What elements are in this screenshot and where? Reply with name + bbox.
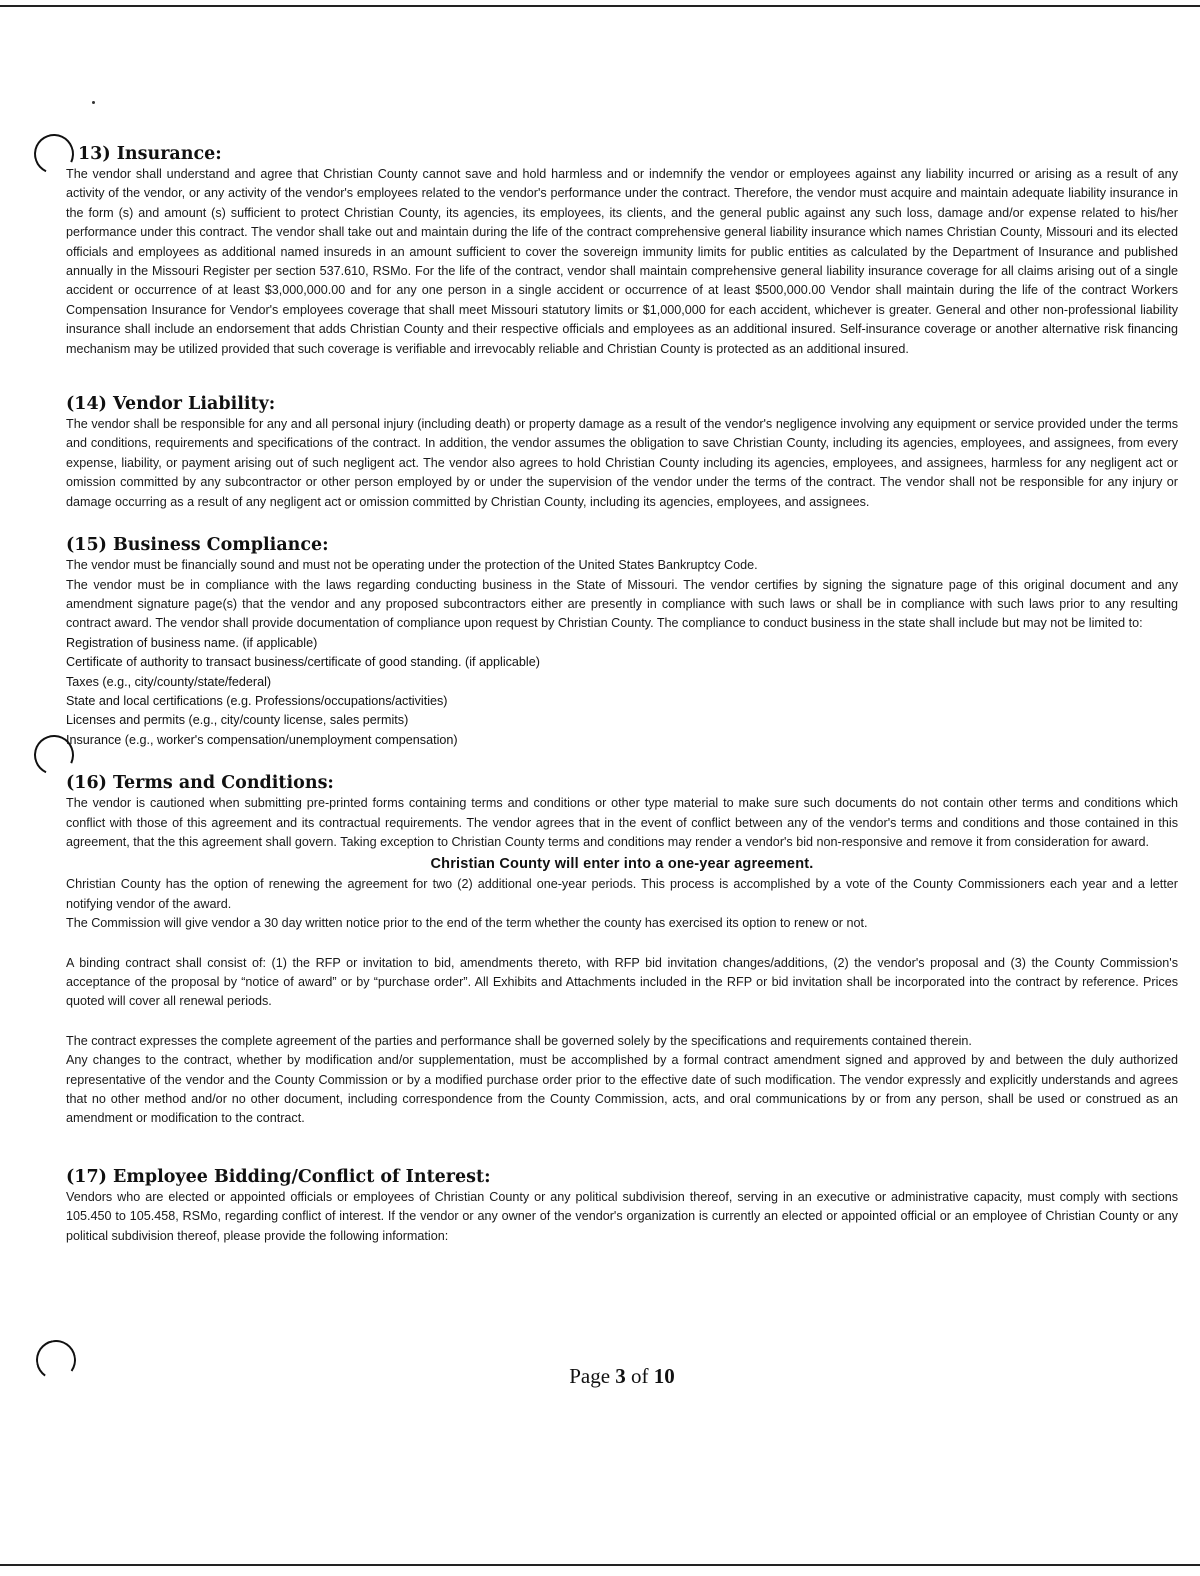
- list-item: Taxes (e.g., city/county/state/federal): [66, 674, 272, 689]
- section-paragraph: A binding contract shall consist of: (1) the RFP or invitation to bid, amendments thereto, with RFP bid invitation changes/additions, (2) the vendor's proposal and (3) the County Commission's acceptance of the proposal by “notice of award” or by “purchase order”. All Exhibits and Attachments included in the RFP or bid invitation shall be incorporated into the contract by reference. Prices quoted will cover all renewal periods.: [66, 955, 1178, 1009]
- page-total: 10: [653, 1364, 675, 1388]
- section-paragraph: The Commission will give vendor a 30 day written notice prior to the end of the term whether the county has exercised its option to renew or not.: [66, 916, 868, 931]
- section-employee-bidding: [66, 1166, 1178, 1246]
- agreement-term-statement: Christian County will enter into a one-year agreement.: [430, 856, 814, 873]
- list-item: State and local certifications (e.g. Professions/occupations/activities): [66, 693, 448, 708]
- section-business-compliance: [66, 534, 1178, 750]
- section-terms-and-conditions: [66, 772, 1178, 1129]
- section-heading: (15) Business Compliance:: [66, 535, 329, 556]
- section-paragraph: The vendor is cautioned when submitting pre-printed forms containing terms and conditions or other type material to make sure such documents do not contain other terms and conditions which conflict with those of this agreement and its contractual requirements. The vendor agrees that in the event of conflict between any of the vendor's terms and conditions and those contained in this agreement, that the this agreement shall govern. Taking exception to Christian County terms and conditions may render a vendor's bid non-responsive and remove it from consideration for award.: [66, 796, 1178, 849]
- section-paragraph: Any changes to the contract, whether by modification and/or supplementation, must be accomplished by a formal contract amendment signed and approved by and between the duly authorized representative of the vendor and the County Commission or by a modified purchase order prior to the effective date of such modification. The vendor expressly and explicitly understands and agrees that no other method and/or no other document, including correspondence from the County Commission, acts, and oral communications by or from any person, shall be used or construed as an amendment or modification to the contract.: [66, 1053, 1178, 1126]
- section-paragraph: Christian County has the option of renewing the agreement for two (2) additional one-year periods. This process is accomplished by a vote of the County Commissioners each year and a letter notifying vendor of the award.: [66, 877, 1178, 911]
- list-item: Registration of business name. (if applicable): [66, 635, 318, 650]
- section-heading: (17) Employee Bidding/Conflict of Interest:: [66, 1166, 491, 1187]
- list-item: Insurance (e.g., worker's compensation/unemployment compensation): [66, 732, 458, 747]
- section-heading: (16) Terms and Conditions:: [66, 773, 334, 794]
- document-body: [66, 143, 1178, 1246]
- section-paragraph: The vendor shall understand and agree that Christian County cannot save and hold harmless and or indemnify the vendor or employees against any liability incurred or arising as a result of any activity of the vendor, or any activity of the vendor's employees related to the vendor's performance under the contract. Therefore, the vendor must acquire and maintain adequate liability insurance in the form (s) and amount (s) sufficient to protect Christian County, its agencies, its employees, its clients, and the general public against any such loss, damage and/or expense related to his/her performance under this contract. The vendor shall take out and maintain during the life of the contract comprehensive general liability insurance which names Christian County, Missouri and its elected officials and employees as additional named insureds in an amount sufficient to cover the sovereign immunity limits for public entities as calculated by the Department of Insurance and published annually in the Missouri Register per section 537.610, RSMo. For the life of the contract, vendor shall maintain comprehensive general liability insurance coverage for all claims arising out of a single accident or occurrence of at least $3,000,000.00 and for any one person in a single accident or occurrence of at least $500,000.00 Vendor shall maintain during the life of the contract Workers Compensation Insurance for Vendor's employees coverage that shall meet Missouri statutory limits or $1,000,000 for each accident, whichever is greater. General and other non-professional liability insurance shall include an endorsement that adds Christian County and their respective officials and employees as an additional insured. Self-insurance coverage or another alternative risk financing mechanism may be utilized provided that such coverage is verifiable and irrevocably reliable and Christian County is protected as an additional insured.: [66, 167, 1178, 356]
- section-paragraph: The vendor must be financially sound and must not be operating under the protection of the United States Bankruptcy Code.: [66, 558, 758, 573]
- page-label: Page: [569, 1364, 611, 1388]
- section-paragraph: The vendor shall be responsible for any and all personal injury (including death) or property damage as a result of the vendor's negligence involving any equipment or service provided under the terms and conditions, requirements and specifications of the contract. In addition, the vendor assumes the obligation to save Christian County, including its agencies, employees, and assignees, from every expense, liability, or payment arising out of such negligent act. The vendor also agrees to hold Christian County including its agencies, employees, and assignees, harmless for any negligent act or omission committed by any subcontractor or other person employed by or under the supervision of the vendor under the terms of the contract. The vendor shall not be responsible for any injury or damage occurring as a result of any negligent act or omission committed by Christian County, including its agencies, employees, and assignees.: [66, 417, 1178, 509]
- top-border-line: [0, 5, 1200, 7]
- page-current: 3: [615, 1364, 626, 1388]
- section-insurance: [66, 143, 1178, 359]
- page-number: [0, 1364, 1200, 1389]
- spacer: [66, 934, 1178, 954]
- list-item: Licenses and permits (e.g., city/county license, sales permits): [66, 713, 409, 728]
- section-vendor-liability: [66, 393, 1178, 512]
- section-heading: (14) Vendor Liability:: [66, 394, 276, 415]
- list-item: Certificate of authority to transact business/certificate of good standing. (if applicable): [66, 655, 540, 670]
- bottom-border-line: [0, 1564, 1200, 1566]
- spacer: [66, 1012, 1178, 1032]
- page-of-label: of: [631, 1364, 649, 1388]
- section-paragraph: Vendors who are elected or appointed officials or employees of Christian County or any political subdivision thereof, serving in an executive or administrative capacity, must comply with sections 105.450 to 105.458, RSMo, regarding conflict of interest. If the vendor or any owner of the vendor's organization is currently an elected or appointed official or an employee of Christian County or any political subdivision thereof, please provide the following information:: [66, 1189, 1178, 1243]
- section-paragraph: The vendor must be in compliance with the laws regarding conducting business in the State of Missouri. The vendor certifies by signing the signature page of this original document and any amendment signature page(s) that the vendor and any proposed subcontractors either are presently in compliance with such laws or shall be in compliance with such laws prior to any resulting contract award. The vendor shall provide documentation of compliance upon request by Christian County. The compliance to conduct business in the state shall include but may not be limited to:: [66, 577, 1178, 631]
- section-heading: 13) Insurance:: [78, 144, 222, 164]
- section-paragraph: The contract expresses the complete agreement of the parties and performance shall be governed solely by the specifications and requirements contained therein.: [66, 1033, 972, 1048]
- scan-speck: [92, 101, 95, 104]
